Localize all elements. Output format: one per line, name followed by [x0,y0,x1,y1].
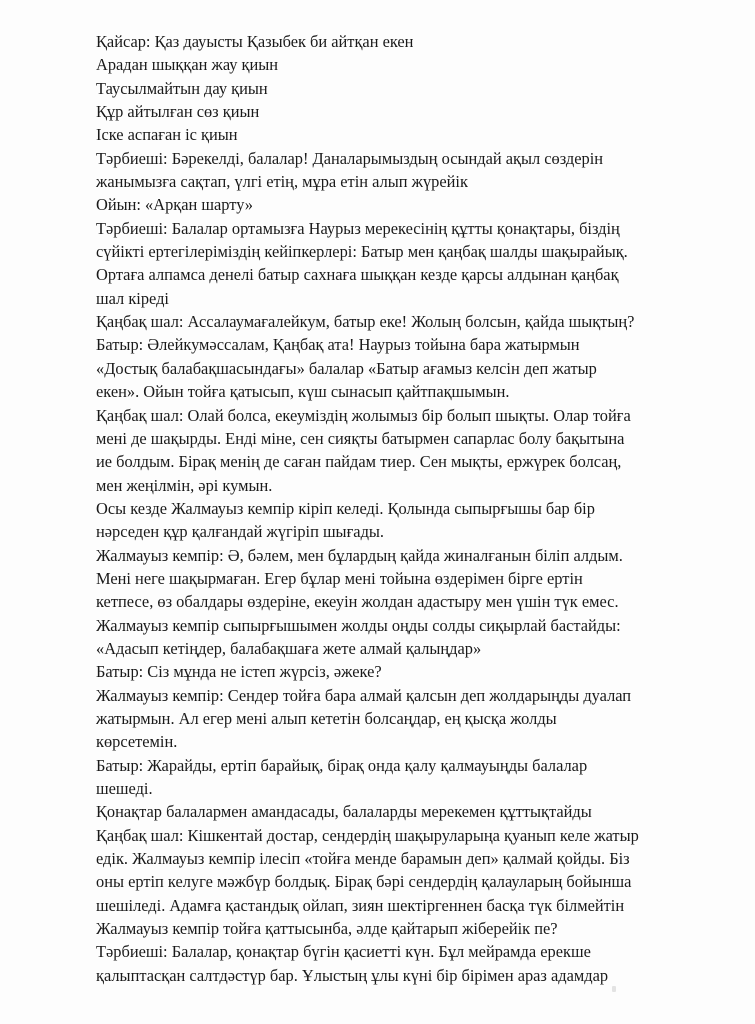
text-line: Жалмауыз кемпір: Сендер тойға бара алмай қалсын деп жолдарыңды дуалап [96,685,632,705]
text-line: Тәрбиеші: Балалар, қонақтар бүгін қасиетті күн. Бұл мейрамда ерекше [96,942,591,962]
text-line: жанымызға сақтап, үлгі етің, мұра етін алып жүрейік [96,172,468,192]
text-line: Батыр: Сіз мұнда не істеп жүрсіз, әжеке? [96,662,382,682]
text-line: Жалмауыз кемпір: Ә, бәлем, мен бұлардың қайда жиналғанын біліп алдым. [96,545,623,565]
text-line: сүйікті ертегілеріміздің кейіпкерлері: Батыр мен қаңбақ шалды шақырайық. [96,242,628,262]
text-line: көрсетемін. [96,732,178,752]
text-line: екен». Ойын тойға қатысып, күш сынасып қайтпақшымын. [96,382,510,402]
text-line: оны ертіп келуге мәжбүр болдық. Бірақ бәрі сендердің қалауларың бойынша [96,872,632,892]
text-line: «Адасып кетіңдер, балабақшаға жете алмай қалыңдар» [96,638,482,658]
text-line: Қайсар: Қаз дауысты Қазыбек би айтқан екен [96,32,414,51]
text-line: «Достық балабақшасындағы» балалар «Батыр ағамыз келсін деп жатыр [96,358,597,378]
text-line: Батыр: Жарайды, ертіп барайық, бірақ онда қалу қалмауыңды балалар [96,755,588,775]
text-line: Тәрбиеші: Балалар ортамызға Наурыз мерекесінің құтты қонақтары, біздің [96,218,620,238]
text-line: Тәрбиеші: Бәрекелді, балалар! Даналарымыздың осындай ақыл сөздерін [96,148,604,168]
text-line: Қаңбақ шал: Ассалаумағалейкум, батыр еке! Жолың болсын, қайда шықтың? [96,312,635,332]
text-line: Мені неге шақырмаған. Егер бұлар мені тойына өздерімен бірге ертін [96,568,583,588]
text-line: мен жеңілмін, әрі кумын. [96,475,273,495]
text-line: Қонақтар балалармен амандасады, балаларды мерекемен құттықтайды [96,802,592,822]
document-text [96,30,716,987]
text-line: Іске аспаған іс қиын [96,125,238,145]
text-line: Қаңбақ шал: Олай болса, екеуміздің жолымыз бір болып шықты. Олар тойға [96,405,631,425]
text-line: жатырмын. Ал егер мені алып кететін болсаңдар, ең қысқа жолды [96,708,557,728]
text-line: Қаңбақ шал: Кішкентай достар, сендердің шақыруларыңа қуанып келе жатыр [96,825,639,845]
text-line: Арадан шыққан жау қиын [96,55,279,75]
scan-speck [612,986,616,992]
text-line: Таусылмайтын дау қиын [96,78,268,98]
text-line: Ойын: «Арқан шарту» [96,195,253,215]
text-line: Осы кезде Жалмауыз кемпір кіріп келеді. Қолында сыпырғышы бар бір [96,498,595,518]
text-line: шал кіреді [96,288,169,308]
text-line: Жалмауыз кемпір сыпырғышымен жолды оңды солды сиқырлай бастайды: [96,615,621,635]
text-line: Батыр: Әлейкумәссалам, Қаңбақ ата! Наурыз тойына бара жатырмын [96,335,580,355]
text-line: ие болдым. Бірақ менің де саған пайдам тиер. Сен мықты, ержүрек болсаң, [96,452,622,472]
text-line: Құр айтылған сөз қиын [96,102,260,122]
text-line: нәрседен құр қалғандай жүгіріп шығады. [96,522,385,542]
text-line: шешіледі. Адамға қастандық ойлап, зиян шектіргеннен басқа түк білмейтін [96,895,625,915]
text-line: Ортаға алпамса денелі батыр сахнаға шыққан кезде қарсы алдынан қаңбақ [96,265,619,285]
text-line: едік. Жалмауыз кемпір ілесіп «тойға менде барамын деп» қалмай қойды. Біз [96,849,630,869]
text-line: мені де шақырды. Енді міне, сен сияқты батырмен сапарлас болу бақытына [96,428,625,448]
text-line: кетпесе, өз обалдары өздеріне, екеуін жолдан адастыру мен үшін түк емес. [96,592,619,612]
text-line: шешеді. [96,779,153,798]
text-line: қалыптасқан салтдәстүр бар. Ұлыстың ұлы күні бір бірімен араз адамдар [96,965,609,985]
text-line: Жалмауыз кемпір тойға қаттысынба, әлде қайтарып жіберейік пе? [96,919,558,939]
